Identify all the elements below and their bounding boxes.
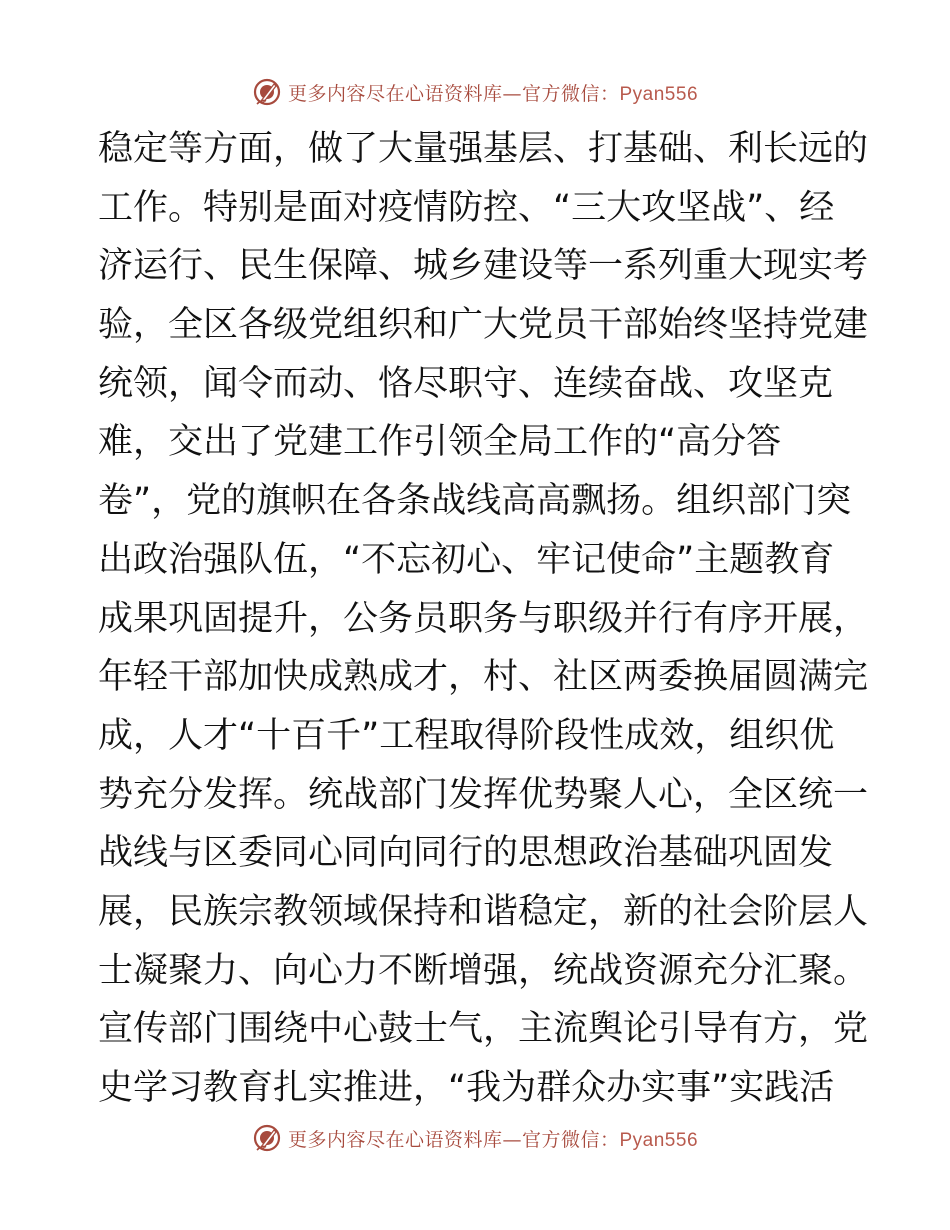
footer-banner <box>0 1118 950 1158</box>
header-banner-wechat-id: Pyan556 <box>619 83 699 105</box>
body-line: 士凝聚力、向心力不断增强，统战资源充分汇聚。 <box>98 950 869 991</box>
body-line: 卷”，党的旗帜在各条战线高高飘扬。组织部门突 <box>98 481 852 522</box>
body-line: 难，交出了党建工作引领全局工作的“高分答 <box>98 422 782 463</box>
body-line: 宣传部门围绕中心鼓士气，主流舆论引导有方，党 <box>98 1009 869 1050</box>
body-line: 成果巩固提升，公务员职务与职级并行有序开展， <box>98 598 869 639</box>
footer-banner-wechat-id: Pyan556 <box>619 1129 699 1151</box>
header-banner-separator: — <box>502 82 522 105</box>
body-line: 出政治强队伍，“不忘初心、牢记使命”主题教育 <box>98 539 835 580</box>
pen-logo-icon <box>252 77 282 107</box>
body-line: 战线与区委同心同向同行的思想政治基础巩固发 <box>98 833 834 874</box>
body-line: 济运行、民生保障、城乡建设等一系列重大现实考 <box>98 246 869 287</box>
body-line: 史学习教育扎实推进，“我为群众办实事”实践活 <box>98 1068 835 1108</box>
document-body <box>98 120 869 1118</box>
body-line: 成，人才“十百千”工程取得阶段性成效，组织优 <box>98 715 835 756</box>
body-line: 统领，闻令而动、恪尽职守、连续奋战、攻坚克 <box>98 363 834 404</box>
body-line: 稳定等方面，做了大量强基层、打基础、利长远的 <box>98 129 869 169</box>
footer-banner-text <box>288 1125 698 1152</box>
header-banner-text <box>288 79 698 106</box>
header-banner-label: 官方微信： <box>521 82 620 105</box>
header-banner-title: 更多内容尽在心语资料库 <box>287 82 503 105</box>
body-line: 展，民族宗教领域保持和谐稳定，新的社会阶层人 <box>98 891 869 932</box>
body-line: 势充分发挥。统战部门发挥优势聚人心，全区统一 <box>98 774 869 815</box>
footer-banner-separator: — <box>502 1128 522 1151</box>
pen-logo-icon <box>252 1123 282 1153</box>
body-line: 年轻干部加快成熟成才，村、社区两委换届圆满完 <box>98 657 869 698</box>
header-banner <box>0 72 950 112</box>
footer-banner-title: 更多内容尽在心语资料库 <box>287 1128 503 1151</box>
body-line: 验，全区各级党组织和广大党员干部始终坚持党建 <box>98 305 869 346</box>
footer-banner-label: 官方微信： <box>521 1128 620 1151</box>
body-line: 工作。特别是面对疫情防控、“三大攻坚战”、经 <box>98 187 835 228</box>
